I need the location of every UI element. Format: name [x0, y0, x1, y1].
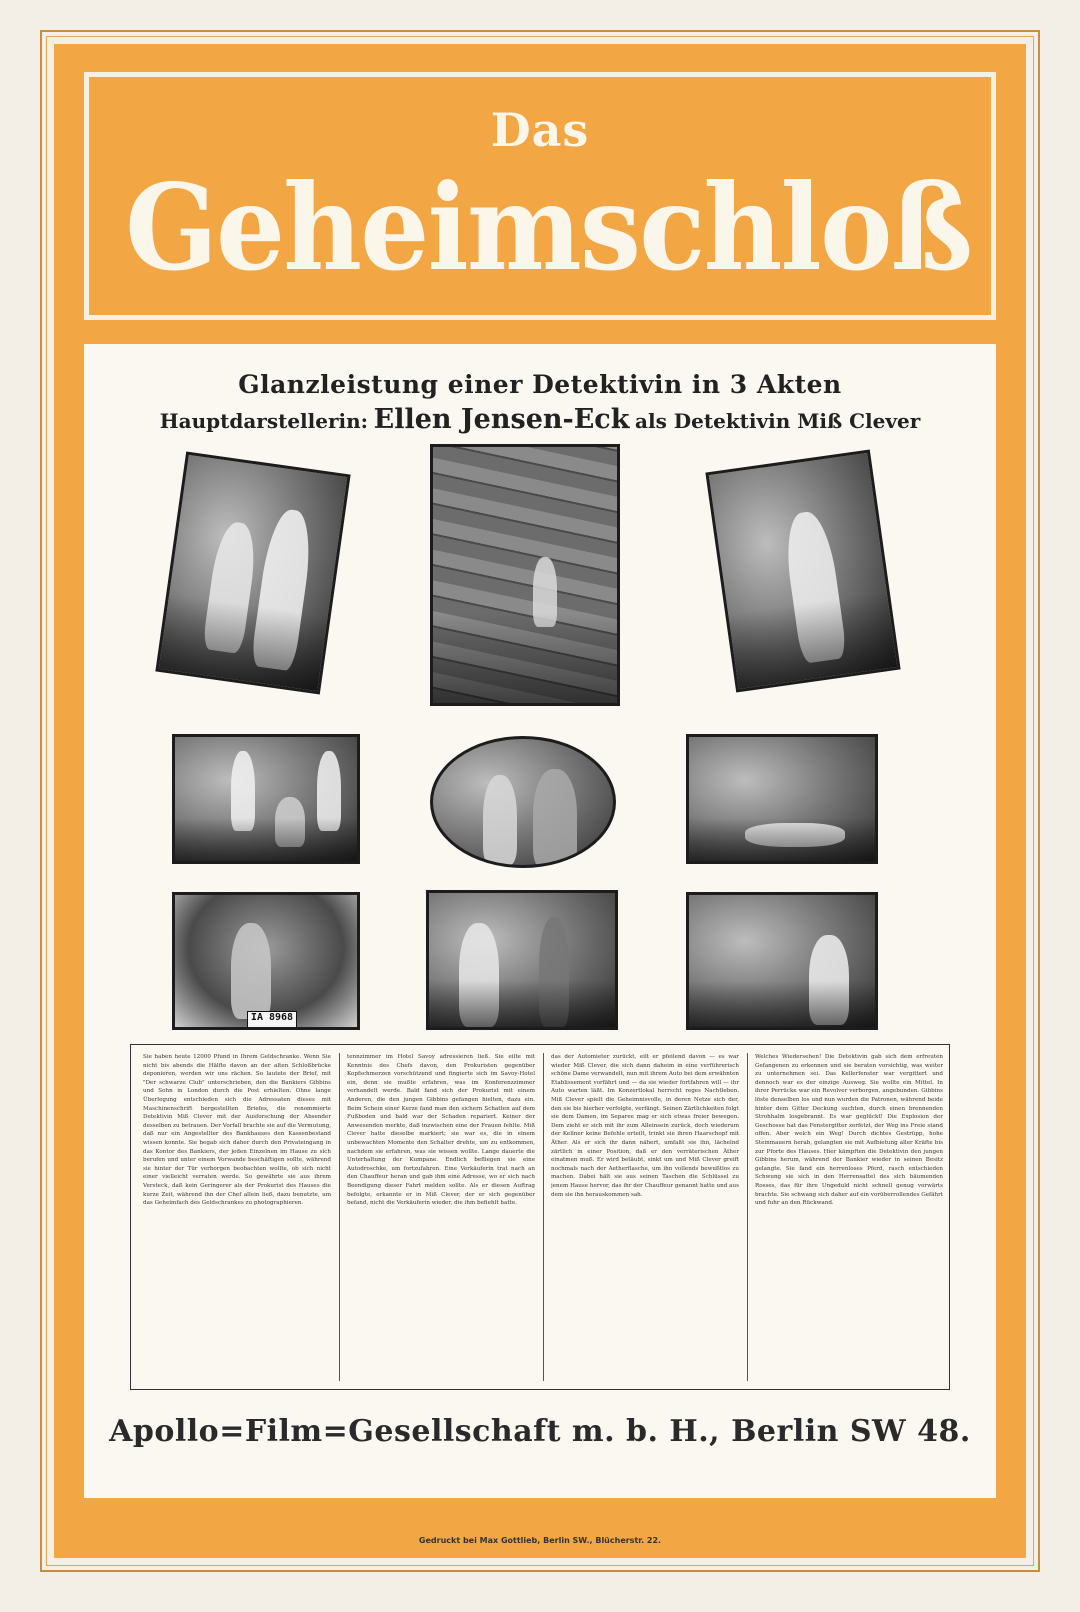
photo-gentlemen-statues	[172, 734, 360, 864]
story-column-4: Welches Wiedersehen! Die Detektivin gab sich dem erfreuten Gefangenen zu erkennen und sie beraten vorsichtig, was weiter zu unternehmen sei. Das Kellerfenster war vergittert und dennoch war es der einzige Ausweg. Sie wollte ein Mittel. In ihrer Perrücke war ein Revolver verborgen, angebunden. Gibbins löste denselben los und nun wurden die Patronen, während beide hinter dem Gitter Deckung suchten, durch einen brennenden Strohhalm losgebrannt. Es war geglückt! Die Explosion der Geschosse hat das Fenstergitter zerfetzt, der Weg ins Freie stand offen. Aber welch ein Weg! Durch dichtes Gestrüpp, hohe Steinmauern herab, gelangten sie mit Aufbietung aller Kräfte bis zur Pforte des Hauses. Hier kämpften die Detektivin den jungen Gibbins herum, während der Bankier wieder in seinen Besitz gelangte. Sie fand ein herrenloses Pferd, rasch entschieden Schwung sie sich in den Herrensattel des sich bäumenden Rosses, das für ihre Ungeduld nicht schnell genug vorwärts brachte. Sie schwang sich daher auf ein vorüberrollendes Gefährt und fuhr an den Rückwand.	[755, 1054, 943, 1207]
subtitle: Glanzleistung einer Detektivin in 3 Akten	[238, 370, 842, 399]
story-column-1: Sie haben heute 12000 Pfund in Ihrem Geldschranke. Wenn Sie nicht bis abends die Hälfte davon an der alten Schloßbrücke deponieren, werden wir uns rächen. So lautete der Brief, mit "Der schwarze Club" unterschrieben, den die Bankiers Gibbins und Sohn in London durch die Post erhielten. Ohne lange Überlegung entschieden sich die Adressaten dieses mit Maschinenschrift hergestellten Briefes, die renommierte Detektivin Miß Clever mit der Ausforschung der Absender desselben zu betrauen. Der Vorfall brachte sie auf die Vermutung, daß nur ein Angestellter des Bankhauses den Kassenbestand wissen konnte. Sie begab sich daher durch den Privateingang in das Kontor des Bankiers, der jeden Einzelnen im Hause zu sich berufen und unter einem Vorwande beschäftigen sollte, während sie hinter der Tür verborgen beobachten wollte, ob sich nicht einer vielleicht verraten werde. So gewährte sie aus ihrem Versteck, daß kein Geringerer als der Prokurist des Hauses die kurze Zeit, während ihn der Chef allein ließ, dazu benutzte, um das Geheimfach des Geldschrankes zu photographieren.	[143, 1054, 331, 1207]
photo-oval-disguise	[430, 736, 616, 868]
title-panel	[84, 72, 996, 320]
cast-suffix: als Detektivin Miß Clever	[635, 409, 921, 433]
title-das: Das	[490, 103, 590, 157]
photo-detective-standing	[705, 450, 900, 693]
story-column-3: das der Automieter zurückt, eilt er pfeilend davon — es war wieder Miß Clever, die sich dann daheim in eine verführerisch schöne Dame verwandelt, nun mit ihrem Auto bei dem erwähnten Etablissement vorfährt und — da sie wieder fortfahren will — ihr Auto warten läßt. Im Konzertlokal herrscht reges Nachtleben. Miß Clever spielt die Geheimnisvolle, in deren Netze sich der, den sie bis hierher verfolgte, verfängt. Seinen Zärtlichkeiten folgt sie dem Damen, im Separee mag er sich etwas freier bewegen. Dem zieht er sich mit ihr zum Alleinsein zurück, doch wiederum der Kellner keine Befehle erteilt, trinkt sie ihren Haarschopf mit Äther. Als er sich ihr dann nähert, umfaßt sie ihn, lächelnd zärtlich in einer Position, daß er den verräterischen Äther einatmen muß. Er wird betäubt, sinkt um und Miß Clever greift nochmals nach der Aetherflasche, um ihn vollends bewußtlos zu machen. Dabei hält sie aus seinen Taschen die Schlüssel zu jenem Hause hervor, das ihr der Chauffeur genannt hatte und aus dem sie ihn herauskommen sah.	[551, 1054, 739, 1198]
orange-frame	[54, 44, 1026, 1558]
content-panel	[84, 344, 996, 1498]
story-text	[130, 1044, 950, 1390]
photo-crowd-fallen-woman	[686, 734, 878, 864]
cast-actress: Ellen Jensen-Eck	[373, 404, 630, 435]
cast-prefix: Hauptdarstellerin:	[159, 409, 369, 433]
column-rule	[543, 1053, 544, 1381]
photo-maid-scene	[155, 452, 350, 695]
page-title: Geheimschloß	[125, 158, 972, 297]
column-rule	[339, 1053, 340, 1381]
photo-arrest-street	[426, 890, 618, 1030]
printer-credit: Gedruckt bei Max Gottlieb, Berlin SW., Blücherstr. 22.	[418, 1536, 662, 1545]
photo-courtroom-crowd	[686, 892, 878, 1030]
story-column-2: tennzimmer im Hotel Savoy adressieren ließ. Sie eilte mit Kenntnis des Chefs davon, den Prokuristen gegenüber Kopfschmerzen vorschützend und fingierte sich im Savoy-Hotel ein, denn sie mußte erfahren, was im Konferenzzimmer verhandelt werde. Bald fand sich der Prokurist mit einem Anderen, die den jungen Gibbins gefangen hielten, dazu ein. Beim Schein einer Kerze fand man den sichern Schatten auf dem Fußboden und bald war der Schaden repariert. Keiner der Anwesenden merkte, daß inzwischen eine der Frauen fehlte. Miß Clever hatte dieselbe markiert; sie war es, die in einem unbewachten Momente den Schalter drehte, um zu entkommen, nachdem sie erfahren, was sie wissen wollte. Lange dauerte die Unterhaltung der Kumpane. Endlich befliegen sie eine Autodroschke, um fortzufahren. Eine Verkäuferin trat nach an den Chauffeur heran und gab ihm eine Adresse, wo er sich nach Beendigung dieser Fahrt melden sollte. Als er diesen Auftrag befolgte, erkannte er in Miß Clever, der er sich gegenüber befand, nicht die Verkäuferin wieder, die ihm befiehlt hatte.	[347, 1054, 535, 1207]
cast-line	[84, 404, 996, 435]
company-name: Apollo=Film=Gesellschaft m. b. H., Berlin SW 48.	[109, 1414, 971, 1449]
column-rule	[747, 1053, 748, 1381]
photo-wall-climb	[430, 444, 620, 706]
license-plate: IA 8968	[247, 1011, 297, 1030]
photo-automobile	[172, 892, 360, 1030]
